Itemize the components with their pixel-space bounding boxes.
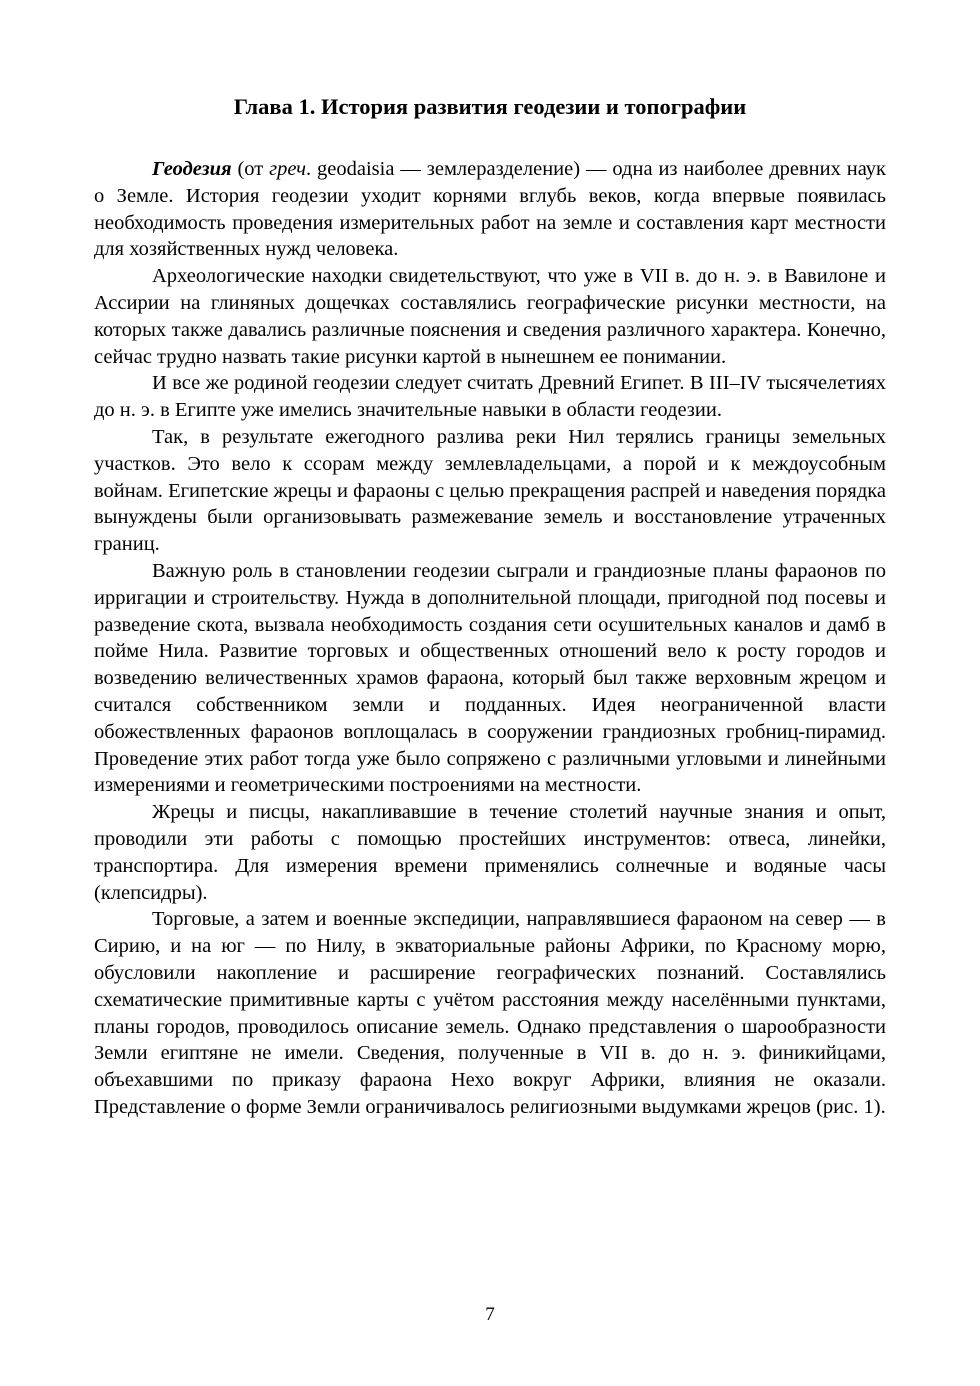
intro-open: (от	[231, 158, 270, 180]
page-number: 7	[485, 1304, 495, 1325]
paragraph: Археологические находки свидетельствуют, что уже в VII в. до н. э. в Вавилоне и Ассирии на глиняных дощечках составлялись географические рисунки местности, на которых также давались различные пояснения и сведения различного характера. Конечно, сейчас трудно назвать такие рисунки картой в нынешнем ее понимании.	[94, 265, 886, 368]
chapter-title: Глава 1. История развития геодезии и топографии	[233, 94, 747, 119]
paragraph: И все же родиной геодезии следует считать Древний Египет. В III–IV тысячелетиях до н. э. в Египте уже имелись значительные навыки в области геодезии.	[94, 372, 886, 422]
paragraph: Торговые, а затем и военные экспедиции, направлявшиеся фараоном на север — в Сирию, и на юг — по Нилу, в экваториальные районы Африки, по Красному морю, обусловили накопление и расширение географических познаний. Составлялись схематические примитивные карты с учётом расстояния между населёнными пунктами, планы городов, проводилось описание земель. Однако представления о шарообразности Земли египтяне не имели. Сведения, полученные в VII в. до н. э. финикийцами, объехавшими по приказу фараона Нехо вокруг Африки, влияния не оказали. Представление о форме Земли ограничивалось религиозными выдумками жрецов (рис. 1).	[94, 908, 886, 1118]
term-geodesy: Геодезия	[152, 158, 232, 180]
paragraph-intro	[94, 156, 886, 263]
page-content	[94, 92, 886, 1121]
paragraph: Так, в результате ежегодного разлива реки Нил терялись границы земельных участков. Это вело к ссорам между землевладельцами, а порой и к междоусобным войнам. Египетские жрецы и фараоны с целью прекращения распрей и наведения порядка вынуждены были организовывать размежевание земель и восстановление утраченных границ.	[94, 425, 886, 556]
paragraph: Жрецы и писцы, накапливавшие в течение столетий научные знания и опыт, проводили эти работы с помощью простейших инструментов: отвеса, линейки, транспортира. Для измерения времени применялись солнечные и водяные часы (клепсидры).	[94, 801, 886, 904]
paragraph: Важную роль в становлении геодезии сыграли и грандиозные планы фараонов по ирригации и строительству. Нужда в дополнительной площади, пригодной под посевы и разведение скота, вызвала необходимость создания сети осушительных каналов и дамб в пойме Нила. Развитие торговых и общественных отношений вело к росту городов и возведению величественных храмов фараона, который был также верховным жрецом и считался собственником земли и подданных. Идея неограниченной власти обожествленных фараонов воплощалась в сооружении грандиозных гробниц-пирамид. Проведение этих работ тогда уже было сопряжено с различными угловыми и линейными измерениями и геометрическими построениями на местности.	[94, 559, 886, 797]
intro-lang: греч	[269, 158, 306, 180]
body-text	[94, 156, 886, 1121]
intro-rest: . geodaisia — землеразделение) — одна из наиболее древних наук о Земле. История геодезии уходит корнями вглубь веков, когда впервые появилась необходимость проведения измерительных работ на земле и составления карт местности для хозяйственных нужд человека.	[94, 158, 887, 261]
